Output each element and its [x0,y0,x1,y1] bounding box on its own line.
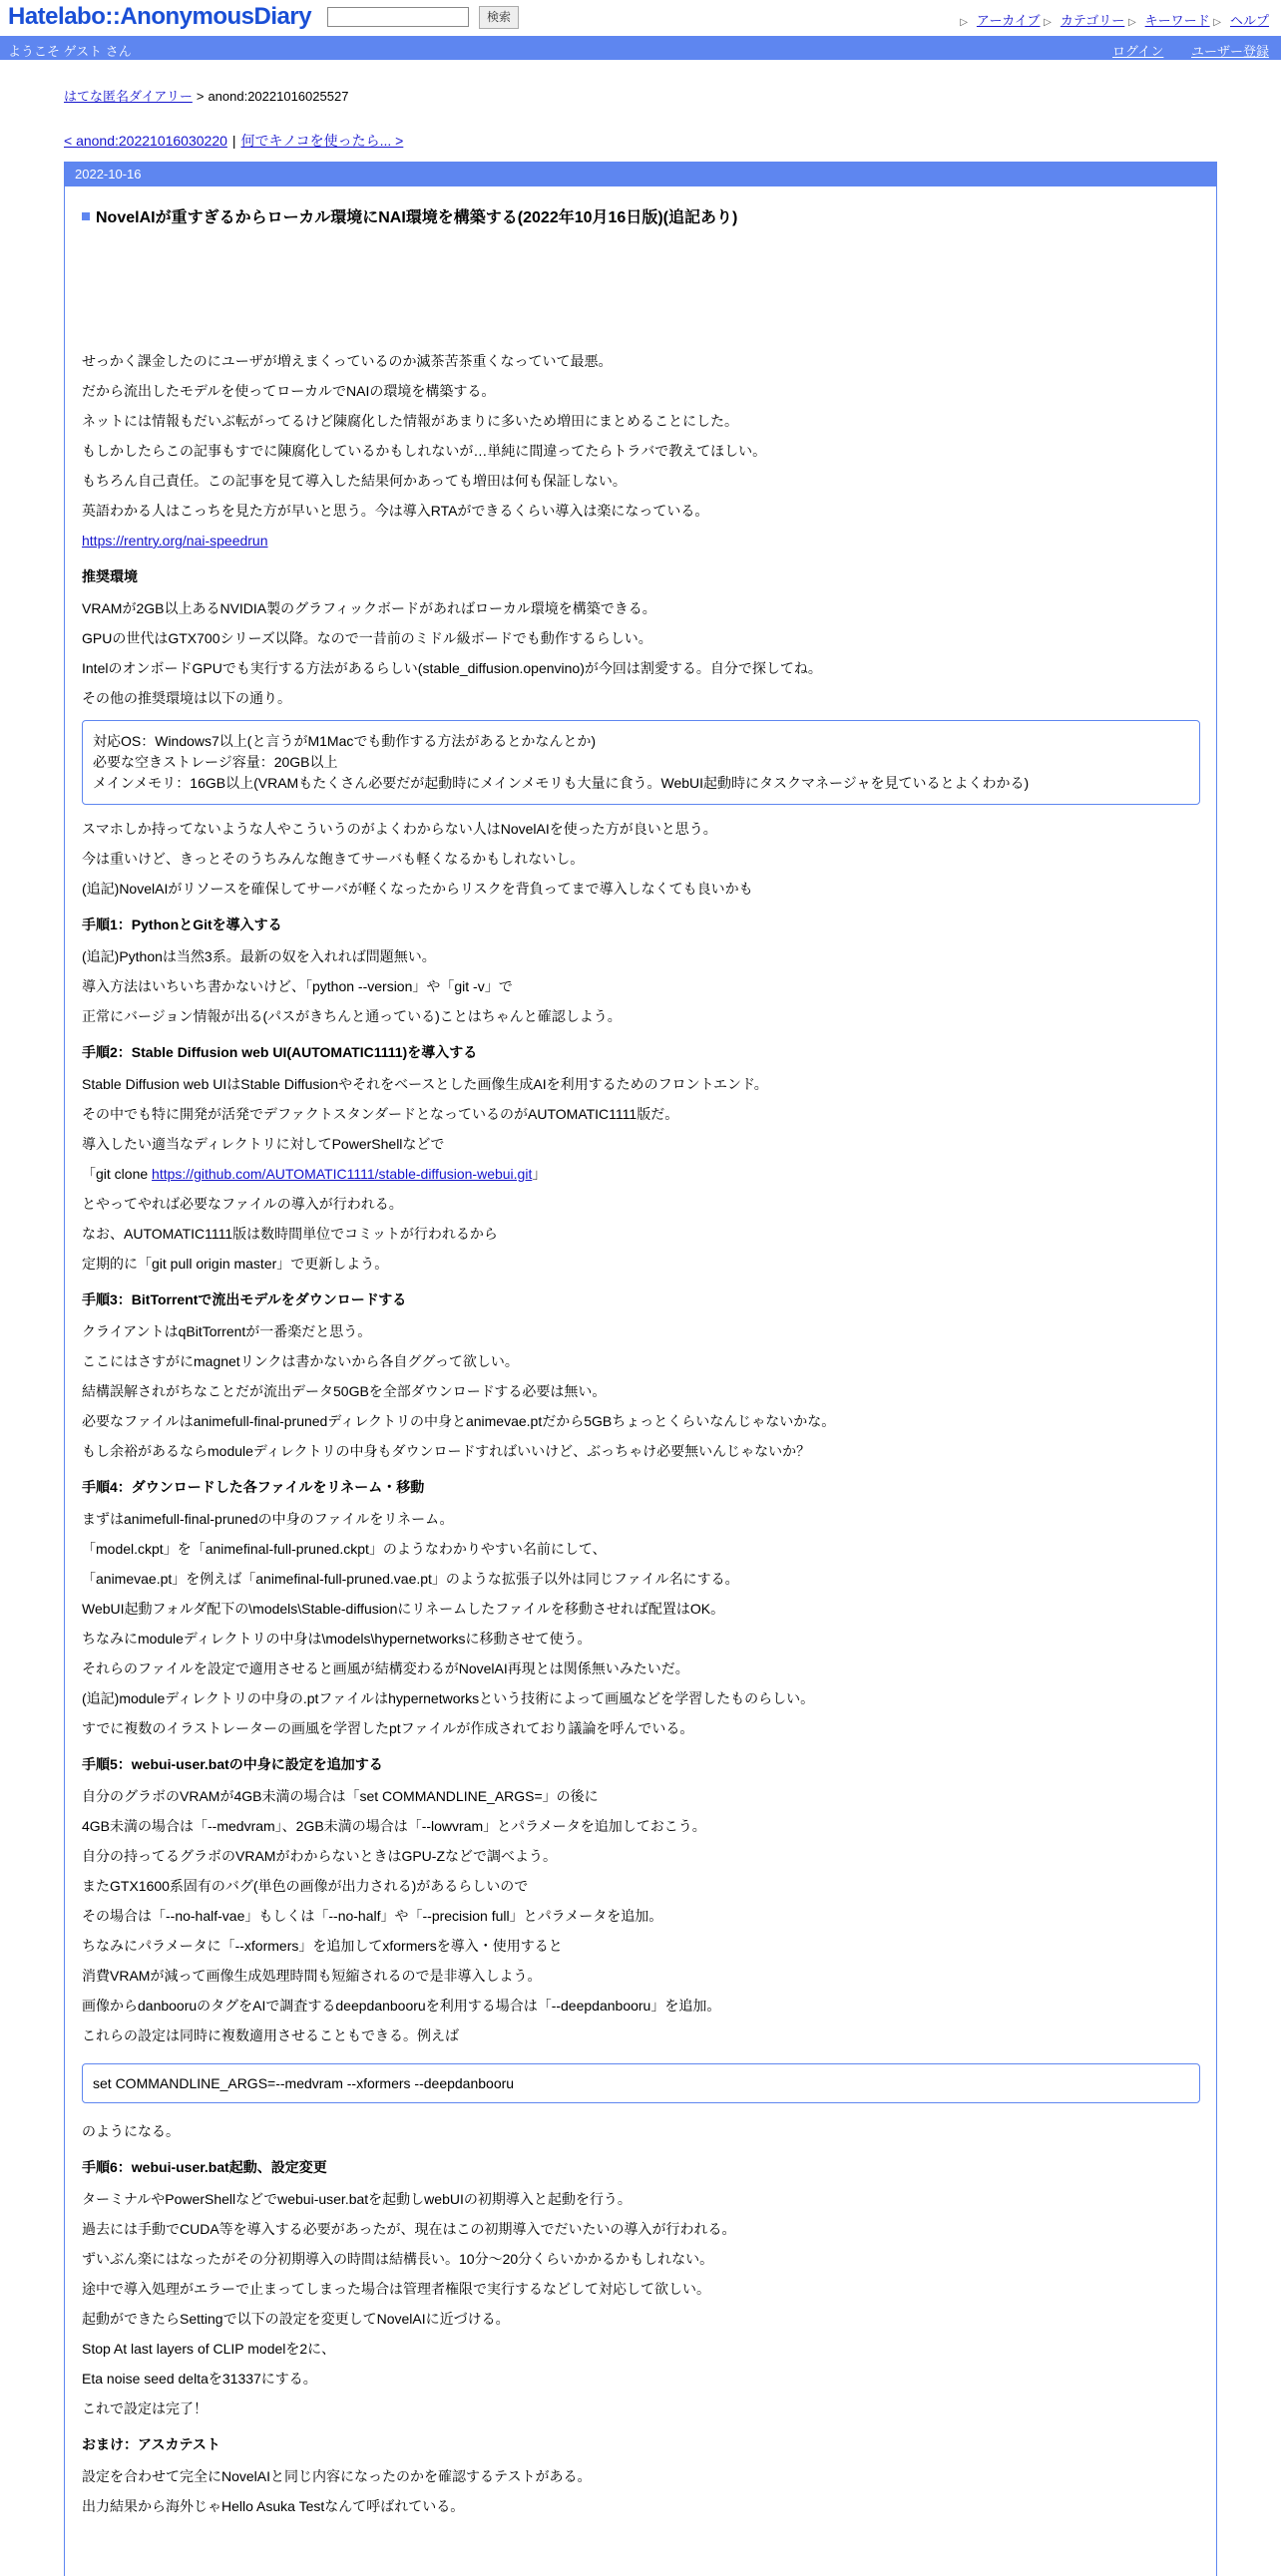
day-date: 2022-10-16 [65,163,1216,186]
chevron-right-icon: ▷ [1213,17,1221,28]
prev-entry-link[interactable]: < anond:20221016030220 [64,133,227,149]
paragraph: 出力結果から海外じゃHello Asuka Testなんて呼ばれている。 [82,2498,465,2514]
user-bar [0,36,1281,60]
requirements-box [82,720,1200,805]
breadcrumb-home-link[interactable]: はてな匿名ダイアリー [64,89,193,104]
register-link[interactable]: ユーザー登録 [1190,44,1269,59]
nav-archive-link[interactable]: アーカイブ [976,13,1041,28]
paragraph: 今は重いけど、きっとそのうちみんな飽きてサーバも軽くなるかもしれないし。 [82,851,585,867]
paragraph: まずはanimefull-final-prunedの中身のファイルをリネーム。 [82,1511,454,1527]
nav-help-link[interactable]: ヘルプ [1229,13,1269,28]
breadcrumb-separator: > [196,89,205,104]
paragraph: これで設定は完了！ [82,2400,208,2416]
search-button[interactable]: 検索 [479,6,519,29]
code-box: set COMMANDLINE_ARGS=--medvram --xformers --deepdanbooru [82,2063,1200,2103]
article-body [82,351,1200,2516]
paragraph: 英語わかる人はこっちを見た方が早いと思う。今は導入RTAができるくらい導入は楽になっている。 [82,503,709,519]
rentry-link[interactable]: https://rentry.org/nai-speedrun [82,533,268,549]
chevron-right-icon: ▷ [1127,17,1136,28]
article-title-text: NovelAIが重すぎるからローカル環境にNAI環境を構築する(2022年10月16日版)(追記あり) [96,209,738,226]
paragraph: 画像からdanbooruのタグをAIで調査するdeepdanbooruを利用する場合は「--deepdanbooru」を追加。 [82,1998,721,2014]
paragraph: せっかく課金したのにユーザが増えまくっているのか滅茶苦茶重くなっていて最悪。 [82,353,613,369]
paragraph: 結構誤解されがちなことだが流出データ50GBを全部ダウンロードする必要は無い。 [82,1383,607,1399]
clone-suffix: 」 [532,1166,547,1182]
paragraph: その場合は「--no-half-vae」もしくは「--no-half」や「--precision full」とパラメータを追加。 [82,1908,663,1924]
paragraph: 起動ができたらSettingで以下の設定を変更してNovelAIに近づける。 [82,2311,510,2327]
paragraph: スマホしか持ってないような人やこういうのがよくわからない人はNovelAIを使った方が良いと思う。 [82,821,717,837]
site-logo[interactable]: Hatelabo::AnonymousDiary [8,3,312,30]
paragraph: 導入方法はいちいち書かないけど、「python --version」や「git -v」で [82,978,513,994]
paragraph: またGTX1600系固有のバグ(単色の画像が出力される)があるらしいので [82,1878,529,1894]
paragraph: Stable Diffusion web UIはStable Diffusionやそれをベースとした画像生成AIを利用するためのフロントエンド。 [82,1076,768,1092]
paragraph: もしかしたらこの記事もすでに陳腐化しているかもしれないが…単純に間違ってたらトラバで教えてほしい。 [82,443,767,459]
paragraph: なお、AUTOMATIC1111版は数時間単位でコミットが行われるから [82,1226,498,1242]
paragraph: GPUの世代はGTX700シリーズ以降。なので一昔前のミドル級ボードでも動作するらしい。 [82,630,652,646]
paragraph: 消費VRAMが減って画像生成処理時間も短縮されるので是非導入しよう。 [82,1968,542,1984]
paragraph: IntelのオンボードGPUでも実行する方法があるらしい(stable_diffusion.openvino)が今回は割愛する。自分で探してね。 [82,660,822,676]
clone-prefix: 「git clone [82,1166,153,1182]
paragraph: 「animevae.pt」を例えば「animefinal-full-pruned.vae.pt」のような拡張子以外は同じファイル名にする。 [82,1571,739,1587]
section-heading: おまけ：アスカテスト [82,2436,220,2452]
paragraph: もし余裕があるならmoduleディレクトリの中身もダウンロードすればいいけど、ぶっちゃけ必要無いんじゃないか？ [82,1443,811,1459]
paragraph: ターミナルやPowerShellなどでwebui-user.batを起動しwebUIの初期導入と起動を行う。 [82,2191,632,2207]
entry-nav [64,131,1217,151]
section-heading: 手順1：PythonとGitを導入する [82,917,282,932]
login-link[interactable]: ログイン [1112,44,1164,59]
paragraph: 過去には手動でCUDA等を導入する必要があったが、現在はこの初期導入でだいたいの導入が行われる。 [82,2221,736,2237]
paragraph: 導入したい適当なディレクトリに対してPowerShellなどで [82,1136,445,1152]
breadcrumb-current: anond:20221016025527 [208,89,349,104]
welcome-text: ようこそ ゲスト さん [8,44,132,59]
search-input[interactable] [327,7,469,27]
paragraph: WebUI起動フォルダ配下の\models\Stable-diffusionにリネームしたファイルを移動させれば配置はOK。 [82,1601,725,1617]
paragraph: 定期的に「git pull origin master」で更新しよう。 [82,1256,389,1272]
paragraph: (追記)Pythonは当然3系。最新の奴を入れれば問題無い。 [82,948,436,964]
next-entry-link[interactable]: 何でキノコを使ったら... > [240,133,404,149]
paragraph: その中でも特に開発が活発でデファクトスタンダードとなっているのがAUTOMATIC1111版だ。 [82,1106,679,1122]
nav-category-link[interactable]: カテゴリー [1060,13,1125,28]
top-nav [960,10,1269,29]
article-section [65,204,1216,2516]
breadcrumb [64,86,1217,105]
section-heading: 推奨環境 [82,568,138,584]
paragraph: ちなみにパラメータに「--xformers」を追加してxformersを導入・使用すると [82,1938,563,1954]
section-heading: 手順3：BitTorrentで流出モデルをダウンロードする [82,1291,407,1307]
requirement-line: 必要な空きストレージ容量：20GB以上 [93,754,338,770]
paragraph: 必要なファイルはanimefull-final-prunedディレクトリの中身とanimevae.ptだから5GBちょっとくらいなんじゃないかな。 [82,1413,836,1429]
paragraph [82,531,1200,551]
article-title [82,204,1200,227]
paragraph: (追記)moduleディレクトリの中身の.ptファイルはhypernetworksという技術によって画風などを学習したものらしい。 [82,1690,815,1706]
paragraph: もちろん自己責任。この記事を見て導入した結果何かあっても増田は何も保証しない。 [82,473,627,489]
paragraph: 正常にバージョン情報が出る(パスがきちんと通っている)ことはちゃんと確認しよう。 [82,1008,622,1024]
paragraph: (追記)NovelAIがリソースを確保してサーバが軽くなったからリスクを背負ってまで導入しなくても良いかも [82,881,753,897]
paragraph: VRAMが2GB以上あるNVIDIA製のグラフィックボードがあればローカル環境を構築できる。 [82,600,656,616]
paragraph: Stop At last layers of CLIP modelを2に、 [82,2341,336,2357]
paragraph: 設定を合わせて完全にNovelAIと同じ内容になったのかを確認するテストがある。 [82,2468,592,2484]
requirement-line: メインメモリ：16GB以上(VRAMもたくさん必要だが起動時にメインメモリも大量に食う。WebUI起動時にタスクマネージャを見ているとよくわかる) [93,775,1030,791]
section-heading: 手順4：ダウンロードした各ファイルをリネーム・移動 [82,1479,425,1495]
paragraph: ネットには情報もだいぶ転がってるけど陳腐化した情報があまりに多いため増田にまとめることにした。 [82,413,738,429]
section-heading: 手順6：webui-user.bat起動、設定変更 [82,2159,327,2175]
paragraph: 「model.ckpt」を「animefinal-full-pruned.ckpt」のようなわかりやすい名前にして、 [82,1541,607,1557]
paragraph: 4GB未満の場合は「--medvram」、2GB未満の場合は「--lowvram」とパラメータを追加しておこう。 [82,1818,706,1834]
main-content [64,86,1217,151]
nav-keyword-link[interactable]: キーワード [1144,13,1210,28]
paragraph: だから流出したモデルを使ってローカルでNAIの環境を構築する。 [82,383,496,399]
paragraph: それらのファイルを設定で適用させると画風が結構変わるがNovelAI再現とは関係無いみたいだ。 [82,1660,689,1676]
square-bullet-icon[interactable] [82,212,90,220]
paragraph: 自分の持ってるグラボのVRAMがわからないときはGPU-Zなどで調べよう。 [82,1848,557,1864]
chevron-right-icon: ▷ [1044,17,1052,28]
github-link[interactable]: https://github.com/AUTOMATIC1111/stable-diffusion-webui.git [152,1166,533,1182]
paragraph: ずいぶん楽にはなったがその分初期導入の時間は結構長い。10分～20分くらいかかるかもしれない。 [82,2251,714,2267]
paragraph: クライアントはqBitTorrentが一番楽だと思う。 [82,1323,372,1339]
paragraph: 途中で導入処理がエラーで止まってしまった場合は管理者権限で実行するなどして対応して欲しい。 [82,2281,710,2297]
paragraph: ここにはさすがにmagnetリンクは書かないから各自ググって欲しい。 [82,1353,519,1369]
paragraph: Eta noise seed deltaを31337にする。 [82,2371,317,2387]
paragraph: これらの設定は同時に複数適用させることもできる。例えば [82,2027,459,2043]
paragraph: その他の推奨環境は以下の通り。 [82,690,291,706]
user-links [1088,41,1269,60]
chevron-right-icon: ▷ [960,17,968,28]
section-heading: 手順2：Stable Diffusion web UI(AUTOMATIC1111)を導入する [82,1044,478,1060]
nav-separator: | [231,133,236,149]
paragraph: ちなみにmoduleディレクトリの中身は\models\hypernetworksに移動させて使う。 [82,1631,592,1647]
paragraph: 自分のグラボのVRAMが4GB未満の場合は「set COMMANDLINE_ARGS=」の後に [82,1788,599,1804]
site-header [0,0,1281,36]
paragraph: のようになる。 [82,2123,180,2139]
paragraph: すでに複数のイラストレーターの画風を学習したptファイルが作成されており議論を呼んでいる。 [82,1720,694,1736]
section-heading: 手順5：webui-user.batの中身に設定を追加する [82,1756,383,1772]
paragraph: とやってやれば必要なファイルの導入が行われる。 [82,1196,403,1212]
requirement-line: 対応OS：Windows7以上(と言うがM1Macでも動作する方法があるとかなんとか) [93,733,597,749]
day-box [64,162,1217,2576]
paragraph [82,1164,1200,1184]
